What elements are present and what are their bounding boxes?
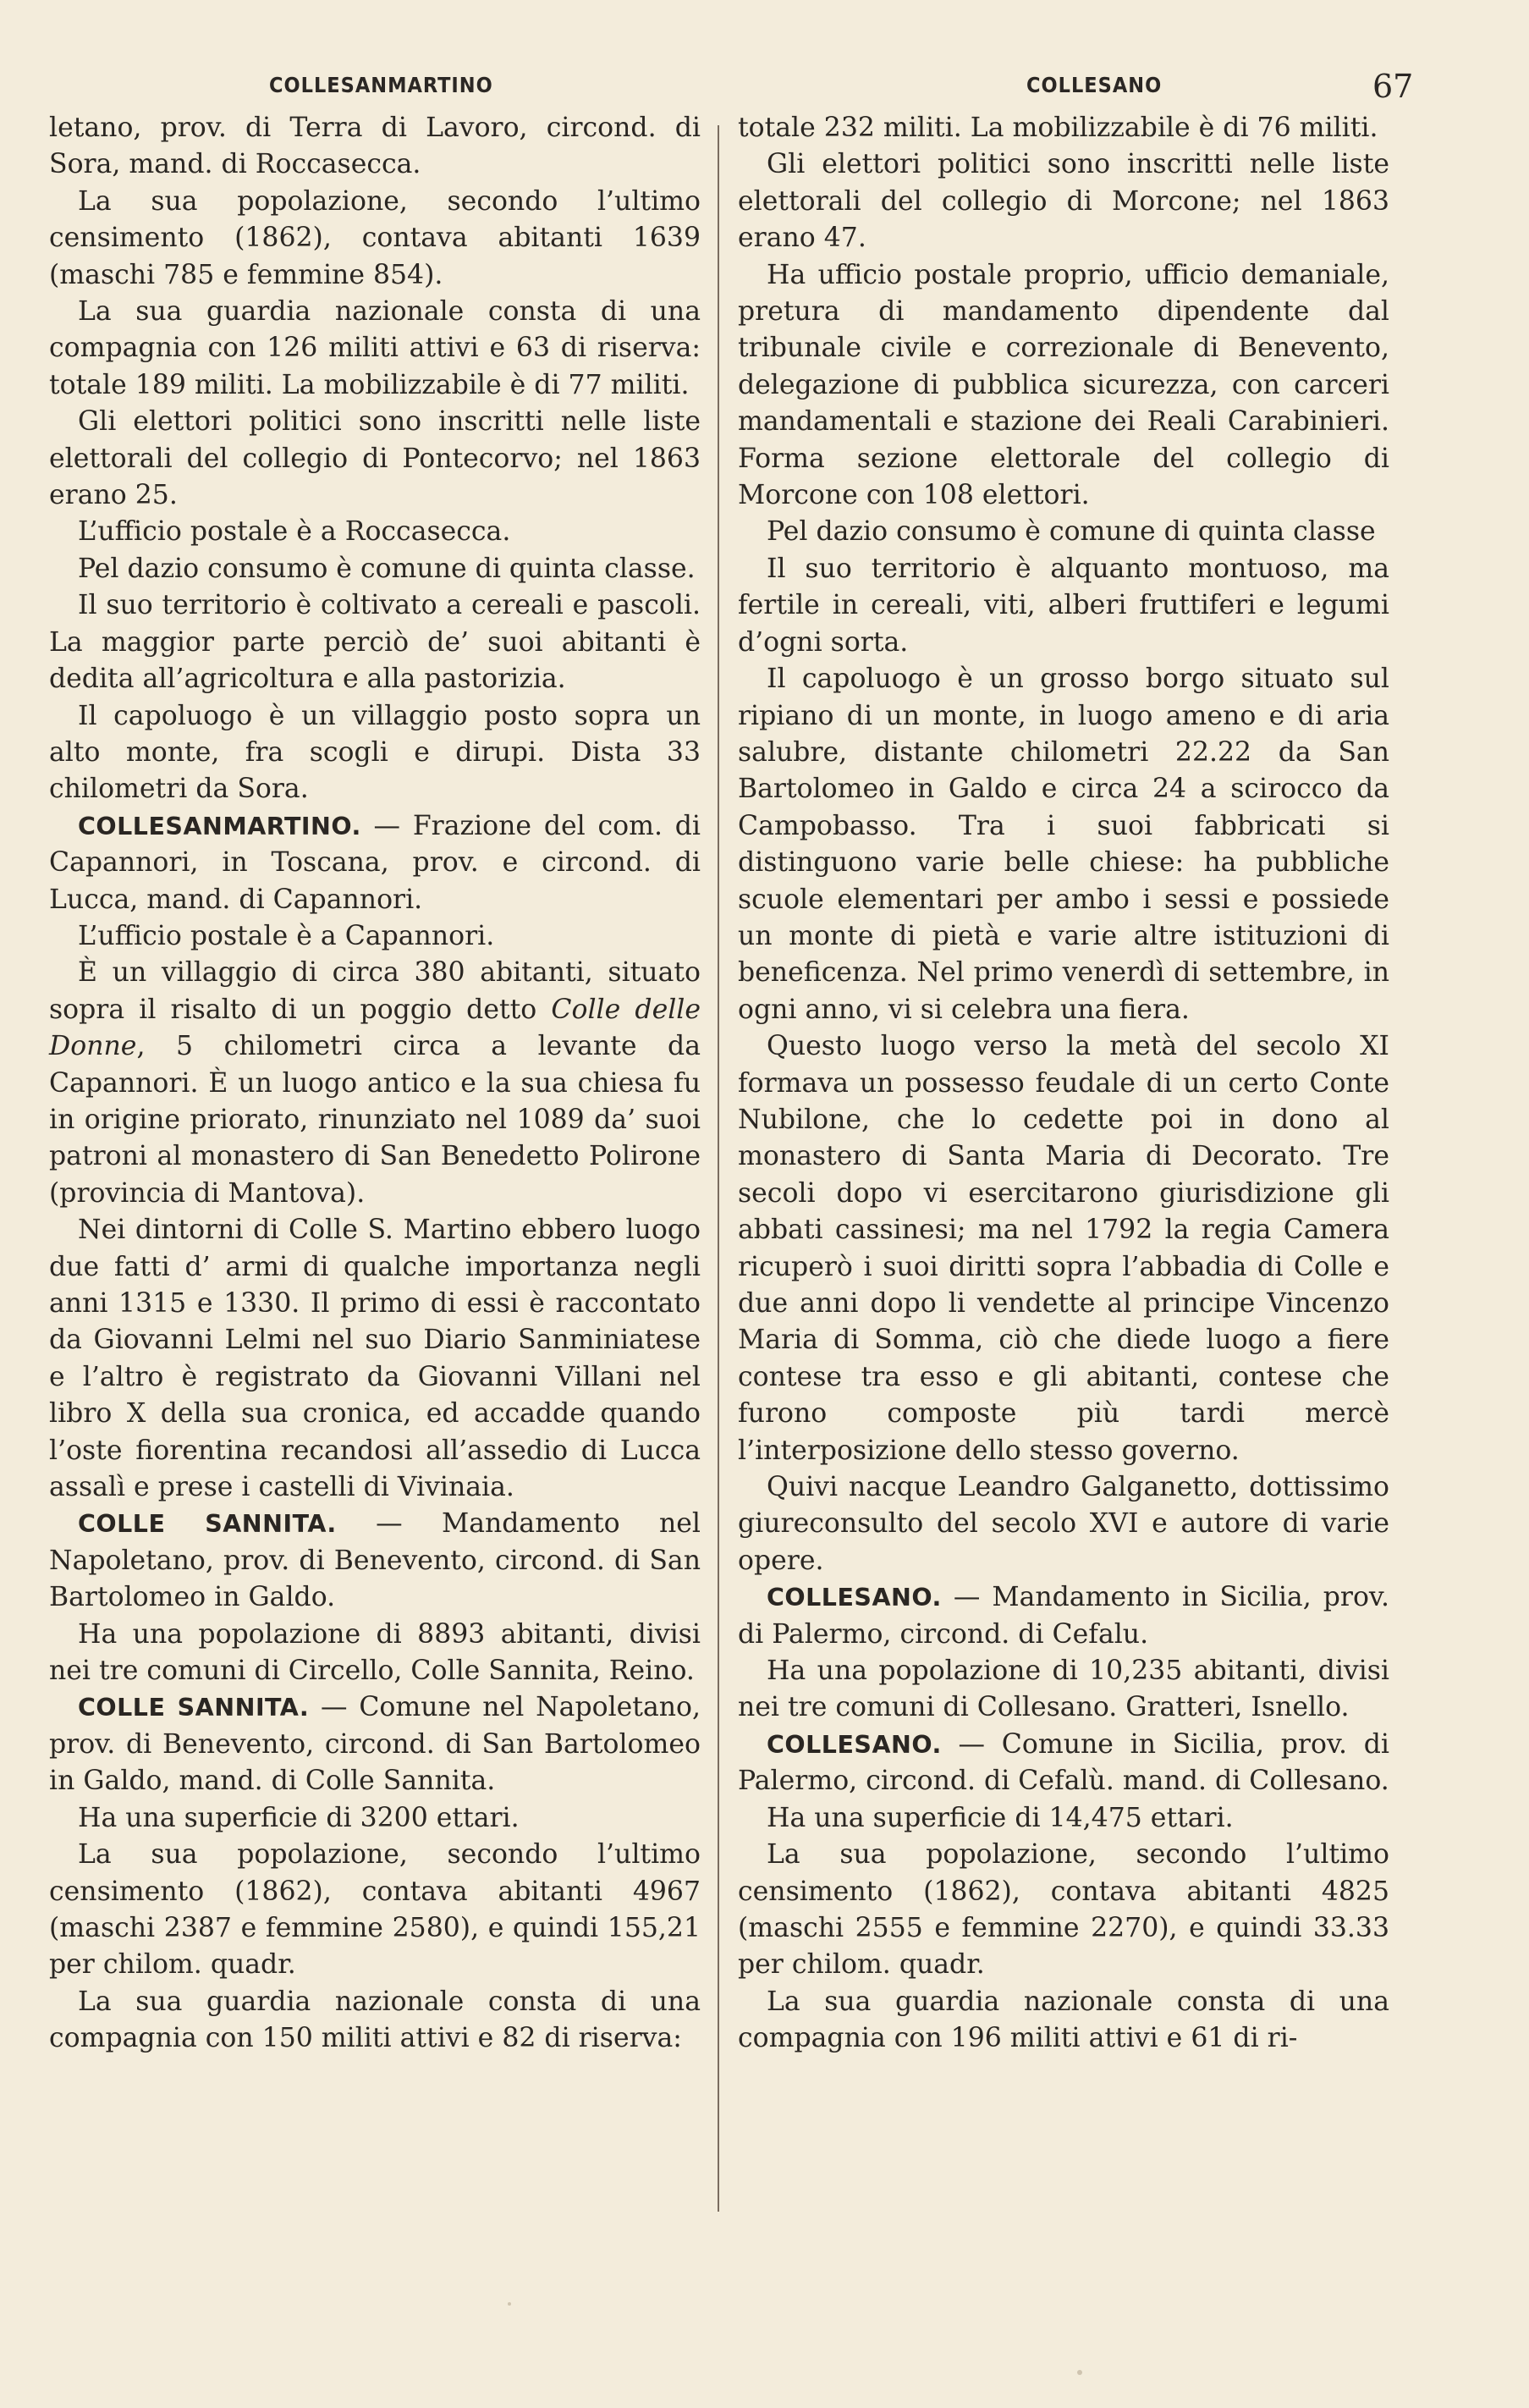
- paragraph-text: La sua popolazione, secondo l’ultimo censimento (1862), contava abitanti 4825 (maschi 2555 e femmine 2270), e quindi 33.33 per chilom. quadr.: [738, 1839, 1389, 1981]
- paragraph-text: , 5 chilometri circa a levante da Capannori. È un luogo antico e la sua chiesa fu in origine priorato, rinunziato nel 1089 da’ suoi patroni al monastero di San Benedetto Polirone (provincia di Mantova).: [49, 1031, 701, 1209]
- paragraph: [49, 1617, 701, 1690]
- paragraph: [738, 146, 1389, 256]
- paragraph: [49, 1984, 701, 2058]
- left-column: [49, 110, 701, 2058]
- paragraph: [738, 1727, 1389, 1800]
- paragraph-text: Quivi nacque Leandro Galganetto, dottissimo giureconsulto del secolo XVI e autore di varie opere.: [738, 1472, 1389, 1576]
- paragraph-text: Gli elettori politici sono inscritti nelle liste elettorali del collegio di Pontecorvo; nel 1863 erano 25.: [49, 406, 701, 511]
- paragraph: [49, 1837, 701, 1984]
- entry-headword: COLLESANO.: [767, 1584, 942, 1612]
- paragraph: [49, 184, 701, 294]
- paragraph-text: L’ufficio postale è a Capannori.: [78, 920, 495, 951]
- paper-speck: [1077, 2370, 1082, 2375]
- paragraph-text: Pel dazio consumo è comune di quinta classe: [767, 516, 1376, 548]
- paragraph: [738, 661, 1389, 1028]
- paragraph-text: totale 232 militi. La mobilizzabile è di 76 militi.: [738, 113, 1378, 143]
- italic-place-name: Colle delle Donne: [49, 994, 701, 1062]
- paragraph: [49, 1506, 701, 1616]
- paragraph-text: letano, prov. di Terra di Lavoro, circond. di Sora, mand. di Roccasecca.: [49, 113, 701, 180]
- paragraph: [49, 110, 701, 184]
- paragraph-text: Pel dazio consumo è comune di quinta classe.: [78, 553, 696, 584]
- paper-speck: [508, 2302, 511, 2306]
- paragraph: [738, 514, 1389, 550]
- paragraph-text: Ha una popolazione di 10,235 abitanti, divisi nei tre comuni di Collesano. Gratteri, Isnello.: [738, 1656, 1389, 1723]
- paragraph-text: Nei dintorni di Colle S. Martino ebbero luogo due fatti d’ armi di qualche importanza negli anni 1315 e 1330. Il primo di essi è raccontato da Giovanni Lelmi nel suo Diario Sanminiatese e l’altro è registrato da Giovanni Villani nel libro X della sua cronica, ed accadde quando l’oste fiorentina recandosi all’assedio di Lucca assalì e prese i castelli di Vivinaia.: [49, 1215, 701, 1503]
- paragraph-text: Ha una popolazione di 8893 abitanti, divisi nei tre comuni di Circello, Colle Sannita, Reino.: [49, 1618, 701, 1687]
- paragraph-text: — Comune nel Napoletano, prov. di Benevento, circond. di San Bartolomeo in Galdo, mand. di Colle Sannita.: [49, 1692, 701, 1797]
- right-column: [738, 110, 1389, 2058]
- paragraph-text: — Mandamento nel Napoletano, prov. di Benevento, circond. di San Bartolomeo in Galdo.: [49, 1508, 701, 1613]
- paragraph: [738, 1028, 1389, 1469]
- paragraph: [49, 955, 701, 1212]
- column-divider: [718, 125, 719, 2212]
- paragraph: [738, 551, 1389, 661]
- paragraph-text: — Comune in Sicilia, prov. di Palermo, circond. di Cefalù. mand. di Collesano.: [738, 1728, 1389, 1797]
- paragraph-text: Gli elettori politici sono inscritti nelle liste elettorali del collegio di Morcone; nel 1863 erano 47.: [738, 149, 1389, 254]
- paragraph: [49, 404, 701, 514]
- paragraph-text: La sua guardia nazionale consta di una compagnia con 196 militi attivi e 61 di ri-: [738, 1986, 1389, 2054]
- paragraph-text: Il capoluogo è un villaggio posto sopra un alto monte, fra scogli e dirupi. Dista 33 chilometri da Sora.: [49, 700, 701, 805]
- paragraph: [49, 294, 701, 404]
- paragraph-text: È un villaggio di circa 380 abitanti, situato sopra il risalto di un poggio detto: [49, 957, 701, 1025]
- paragraph: [49, 551, 701, 587]
- paragraph: [738, 1653, 1389, 1727]
- paragraph: [738, 1800, 1389, 1837]
- paragraph: [738, 257, 1389, 515]
- paragraph-text: Ha una superficie di 3200 ettari.: [78, 1802, 520, 1833]
- entry-headword: COLLE SANNITA.: [78, 1510, 337, 1539]
- paragraph: [738, 1469, 1389, 1579]
- entry-headword: COLLE SANNITA.: [78, 1694, 310, 1722]
- paragraph-text: — Frazione del com. di Capannori, in Toscana, prov. e circond. di Lucca, mand. di Capannori.: [49, 810, 701, 915]
- paragraph-text: Questo luogo verso la metà del secolo XI formava un possesso feudale di un certo Conte Nubilone, che lo cedette poi in dono al monastero di Santa Maria di Decorato. Tre secoli dopo vi esercitarono giurisdizione gli abbati cassinesi; ma nel 1792 la regia Camera ricuperò i suoi diritti sopra l’abbadia di Colle e due anni dopo li vendette al principe Vincenzo Maria di Somma, ciò che diede luogo a fiere contese tra esso e gli abitanti, contese che furono composte più tardi mercè l’interposizione dello stesso governo.: [738, 1031, 1389, 1466]
- paragraph-text: La sua guardia nazionale consta di una compagnia con 150 militi attivi e 82 di riserva:: [49, 1986, 701, 2054]
- paragraph: [738, 1579, 1389, 1653]
- paragraph-text: Il suo territorio è coltivato a cereali e pascoli. La maggior parte perciò de’ suoi abitanti è dedita all’agricoltura e alla pastorizia.: [49, 590, 701, 695]
- paragraph-text: La sua popolazione, secondo l’ultimo censimento (1862), contava abitanti 1639 (maschi 785 e femmine 854).: [49, 185, 701, 290]
- paragraph: [49, 698, 701, 808]
- page-number: 67: [1372, 68, 1414, 105]
- paragraph: [738, 1837, 1389, 1984]
- paragraph-text: L’ufficio postale è a Roccasecca.: [78, 516, 511, 548]
- running-head-right: COLLESANO: [1026, 73, 1163, 97]
- paragraph: [49, 1689, 701, 1799]
- paragraph-text: — Mandamento in Sicilia, prov. di Palermo, circond. di Cefalu.: [738, 1582, 1389, 1650]
- paragraph: [49, 1212, 701, 1506]
- paragraph-text: Il suo territorio è alquanto montuoso, ma fertile in cereali, viti, alberi fruttiferi e legumi d’ogni sorta.: [738, 553, 1389, 658]
- paragraph-text: Ha una superficie di 14,475 ettari.: [767, 1802, 1234, 1833]
- paragraph: [49, 587, 701, 697]
- paragraph: [738, 110, 1389, 146]
- entry-headword: COLLESANO.: [767, 1730, 942, 1759]
- paragraph: [49, 808, 701, 918]
- paragraph-text: Il capoluogo è un grosso borgo situato sul ripiano di un monte, in luogo ameno e di aria salubre, distante chilometri 22.22 da San Bartolomeo in Galdo e circa 24 a scirocco da Campobasso. Tra i suoi fabbricati si distinguono varie belle chiese: ha pubbliche scuole elementari per ambo i sessi e possiede un monte di pietà e varie altre istituzioni di beneficenza. Nel primo venerdì di settembre, in ogni anno, vi si celebra una fiera.: [738, 664, 1389, 1025]
- paragraph-text: Ha ufficio postale proprio, ufficio demaniale, pretura di mandamento dipendente dal tribunale civile e correzionale di Benevento, delegazione di pubblica sicurezza, con carceri mandamentali e stazione dei Reali Carabinieri. Forma sezione elettorale del collegio di Morcone con 108 elettori.: [738, 259, 1389, 511]
- paragraph-text: La sua popolazione, secondo l’ultimo censimento (1862), contava abitanti 4967 (maschi 2387 e femmine 2580), e quindi 155,21 per chilom. quadr.: [49, 1839, 701, 1981]
- running-head-left: COLLESANMARTINO: [269, 73, 493, 97]
- paragraph: [49, 514, 701, 550]
- paragraph: [738, 1984, 1389, 2058]
- paragraph: [49, 1800, 701, 1837]
- paragraph-text: La sua guardia nazionale consta di una compagnia con 126 militi attivi e 63 di riserva: totale 189 militi. La mobilizzabile è di 77 militi.: [49, 296, 701, 400]
- paragraph: [49, 918, 701, 955]
- entry-headword: COLLESANMARTINO.: [78, 812, 361, 840]
